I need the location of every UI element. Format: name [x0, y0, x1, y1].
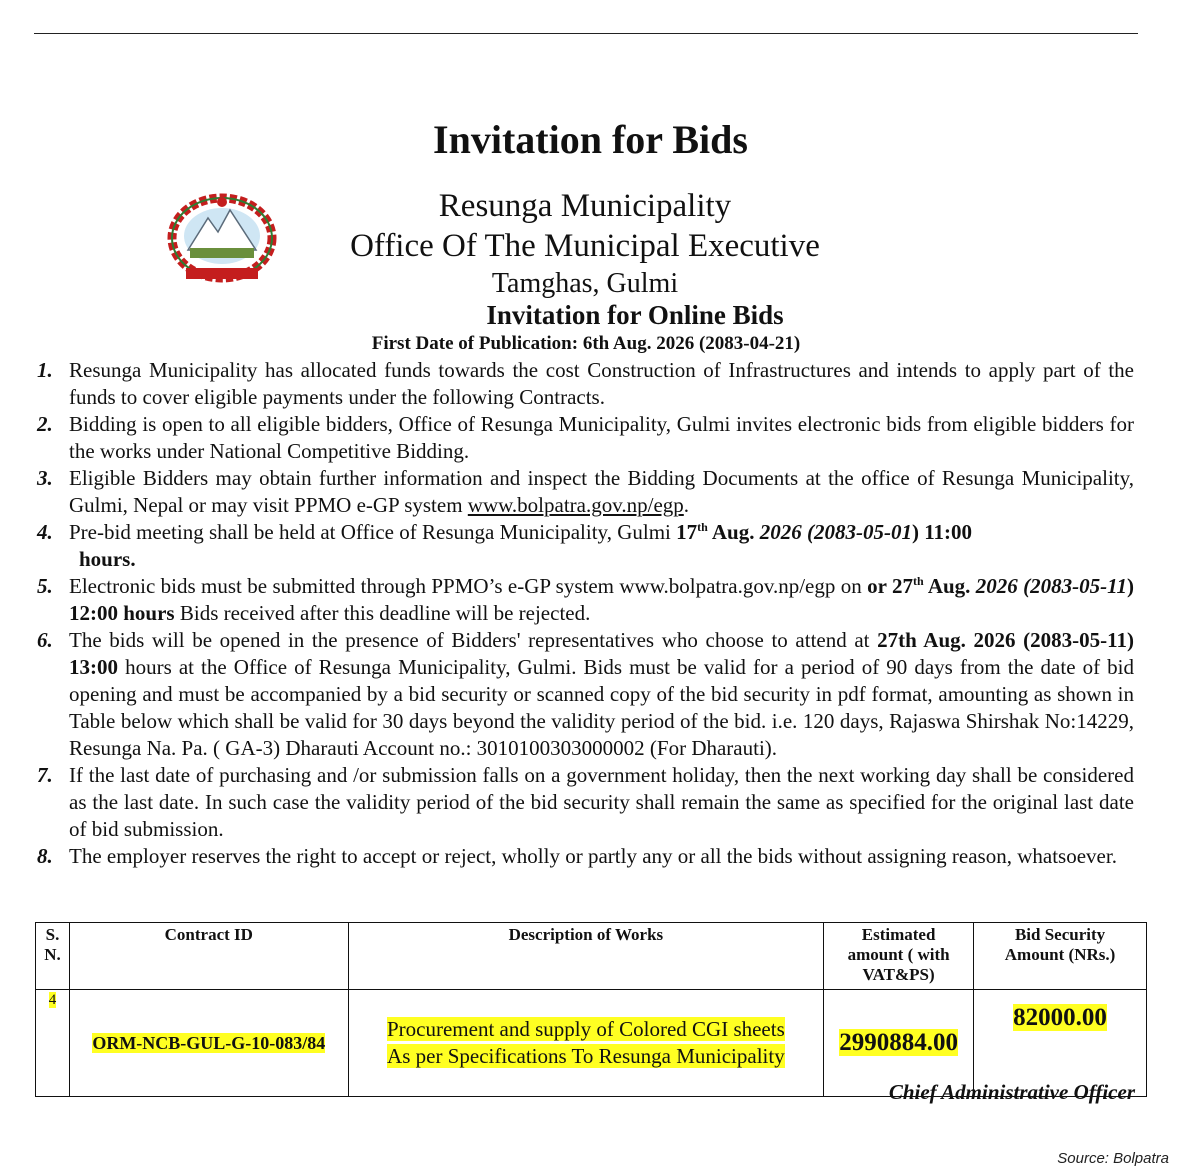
col-header-sn — [36, 923, 70, 990]
list-item — [34, 465, 1134, 519]
prebid-hours: hours. — [79, 547, 136, 571]
table-header-row — [36, 923, 1147, 990]
office-address: Tamghas, Gulmi — [491, 268, 679, 299]
opening-datetime: 27th Aug. 2026 (2083-05-11) 13:00 — [69, 628, 1134, 679]
description-line: As per Specifications To Resunga Municipality — [387, 1044, 785, 1068]
item-number: 1. — [37, 358, 53, 382]
item-number: 4. — [37, 520, 53, 544]
bid-table — [35, 922, 1147, 1097]
header-text: N. — [44, 945, 61, 964]
prebid-day-suffix: th — [697, 520, 708, 534]
item-text-rest: Bids received after this deadline will be rejected. — [174, 601, 591, 625]
item-number: 5. — [37, 574, 53, 598]
list-item — [34, 411, 1134, 465]
publication-date: First Date of Publication: 6th Aug. 2026 (2083-04-21) — [371, 333, 801, 354]
item-number: 2. — [37, 412, 53, 436]
signature-title: Chief Administrative Officer — [888, 1080, 1135, 1104]
cell-contract-id — [69, 990, 348, 1097]
prebid-date: 2026 (2083-05-01 — [759, 520, 912, 544]
header-text: Estimated — [861, 925, 936, 944]
item-text: Bidding is open to all eligible bidders, Office of Resunga Municipality, Gulmi invites electronic bids from eligible bidders for the works under National Competitive Bidding. — [69, 412, 1134, 463]
item-text: The employer reserves the right to accept or reject, wholly or partly any or all the bids without assigning reason, whatsoever. — [69, 844, 1117, 868]
deadline-month: Aug. — [923, 574, 971, 598]
item-number: 8. — [37, 844, 53, 868]
header-text: amount ( with — [847, 945, 950, 964]
description-line: Procurement and supply of Colored CGI sheets — [387, 1017, 785, 1041]
prebid-month: Aug. — [707, 520, 760, 544]
deadline-close: ) — [1127, 574, 1135, 598]
bid-security-value: 82000.00 — [1013, 1004, 1107, 1031]
list-item — [34, 519, 1134, 573]
item-text-rest: hours at the Office of Resunga Municipality, Gulmi. Bids must be valid for a period of 90 days from the date of bid opening and must be accompanied by a bid security or scanned copy of the bid security in pdf format, amounting as shown in Table below which shall be valid for 30 days beyond the validity period of the bid. i.e. 120 days, Rajaswa Shirshak No:14229, Resunga Na. Pa. ( GA-3) Dharauti Account no.: 3010100303000002 (For Dharauti). — [69, 655, 1134, 760]
item-number: 6. — [37, 628, 53, 652]
header-text: Bid Security — [1014, 925, 1106, 944]
header-text: VAT&PS) — [862, 965, 935, 984]
list-item — [34, 573, 1134, 627]
office-name: Office Of The Municipal Executive — [350, 228, 820, 264]
deadline-day: or 27 — [867, 574, 913, 598]
cell-sn — [36, 990, 70, 1097]
header-text: Amount (NRs.) — [1004, 945, 1116, 964]
item-number: 3. — [37, 466, 53, 490]
deadline-day-suffix: th — [912, 574, 924, 588]
col-header-description: Description of Works — [348, 923, 823, 990]
list-item — [34, 627, 1134, 762]
prebid-day: 17 — [676, 520, 698, 544]
item-text: Pre-bid meeting shall be held at Office of Resunga Municipality, Gulmi — [69, 520, 677, 544]
cell-description — [348, 990, 823, 1097]
item-text: The bids will be opened in the presence of Bidders' representatives who choose to attend at — [69, 628, 878, 652]
item-text: Eligible Bidders may obtain further information and inspect the Bidding Documents at the office of Resunga Municipality, Gulmi, Nepal or may visit PPMO e-GP system — [69, 466, 1134, 517]
source-credit: Source: Bolpatra — [1057, 1150, 1169, 1167]
item-text: Electronic bids must be submitted through PPMO’s e-GP system www.bolpatra.gov.np/egp on — [69, 574, 868, 598]
sn-value: 4 — [48, 992, 57, 1008]
deadline-date: 2026 (2083-05-11 — [970, 574, 1128, 598]
deadline-time: 12:00 hours — [69, 601, 175, 625]
item-text: Resunga Municipality has allocated funds towards the cost Construction of Infrastructures and intends to apply part of the funds to cover eligible payments under the following Contracts. — [69, 358, 1134, 409]
col-header-estimated-amount — [824, 923, 974, 990]
bid-conditions-list — [34, 357, 1134, 870]
item-text: If the last date of purchasing and /or submission falls on a government holiday, then the next working day shall be considered as the last date. In such case the validity period of the bid security shall remain the same as specified for the original last date of bid submission. — [69, 763, 1134, 841]
col-header-contract-id: Contract ID — [69, 923, 348, 990]
document-title: Invitation for Bids — [433, 117, 748, 162]
header-text: S. — [45, 925, 60, 944]
item-number: 7. — [37, 763, 53, 787]
list-item — [34, 762, 1134, 843]
municipality-name: Resunga Municipality — [438, 188, 732, 224]
prebid-time: ) 11:00 — [911, 520, 973, 544]
subtitle: Invitation for Online Bids — [486, 300, 784, 330]
contract-id-value: ORM-NCB-GUL-G-10-083/84 — [92, 1032, 326, 1053]
col-header-bid-security — [974, 923, 1147, 990]
egp-link[interactable]: www.bolpatra.gov.np/egp — [467, 493, 684, 517]
estimated-amount-value: 2990884.00 — [839, 1029, 958, 1056]
list-item — [34, 843, 1134, 870]
list-item — [34, 357, 1134, 411]
top-rule — [34, 33, 1138, 34]
item-text-end: . — [683, 493, 690, 517]
